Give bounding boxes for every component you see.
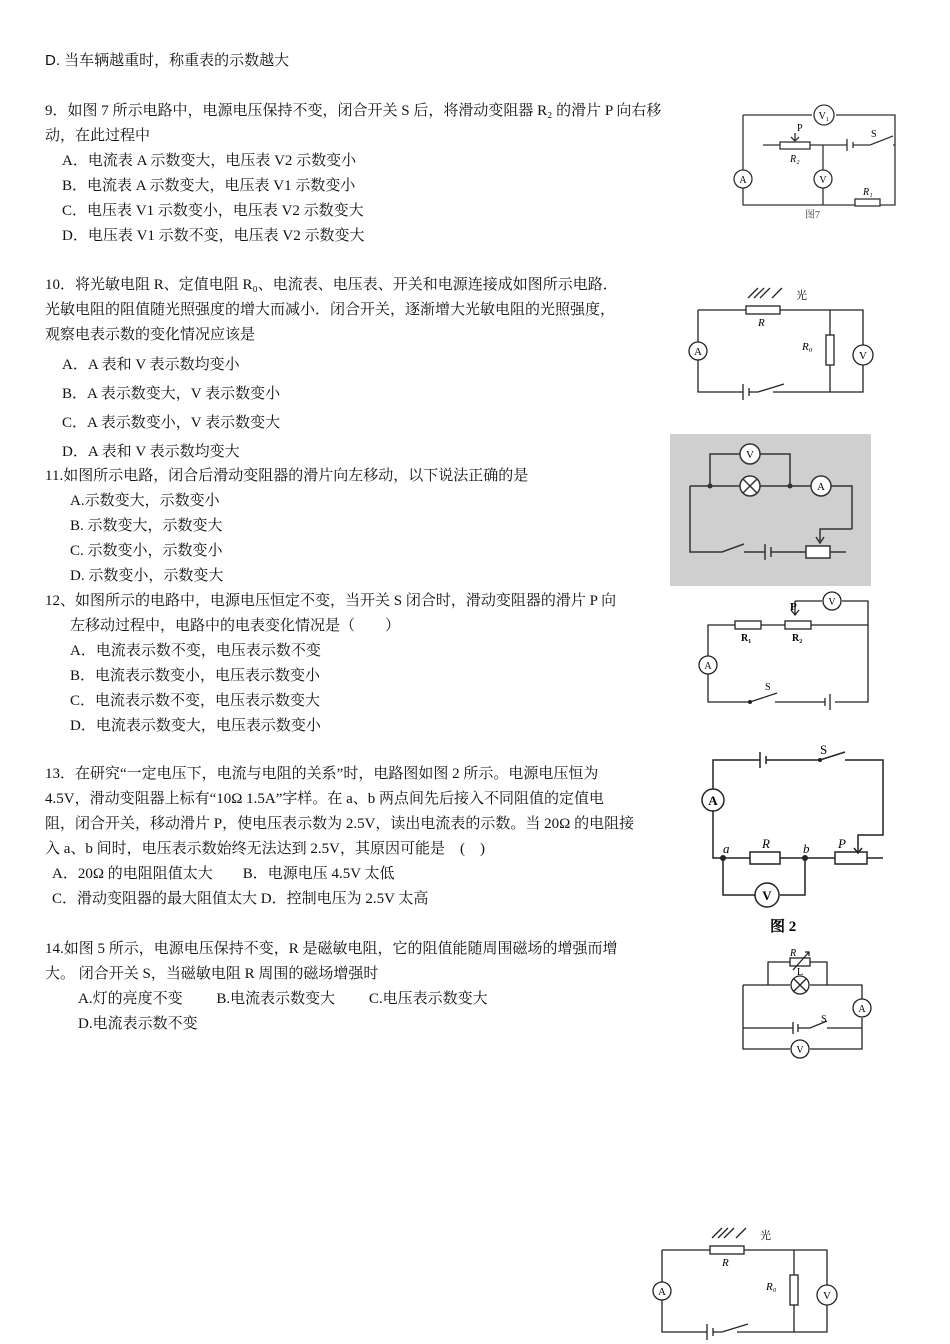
q14-a-label: A <box>858 1004 866 1015</box>
q12-option-a: A．电流表示数不变，电压表示数不变 <box>70 643 321 659</box>
bottom-light-label: 光 <box>760 1230 771 1242</box>
q9-p-label: P <box>797 123 803 134</box>
q14-circuit-figure <box>735 942 875 1062</box>
q14-l-label: L <box>797 967 804 978</box>
q12-stem-line2: 左移动过程中，电路中的电表变化情况是（ ） <box>70 618 401 634</box>
q12-option-c: C．电流表示数不变，电压表示数变大 <box>70 693 321 709</box>
q12-option-d: D．电流表示数变大，电压表示数变小 <box>70 718 321 734</box>
q13-options-line2: C．滑动变阻器的最大阻值太大 D．控制电压为 2.5V 太高 <box>52 891 429 907</box>
q10-option-b: B．A 表示数变大，V 表示数变小 <box>62 386 281 402</box>
q13-stem-line1: 13．在研究“一定电压下，电流与电阻的关系”时，电路图如图 2 所示。电源电压恒为 <box>45 766 599 782</box>
q13-s-label: S <box>820 742 828 757</box>
q12-r2-label: R₂ <box>792 633 803 644</box>
q12-p-label: P <box>790 601 797 613</box>
q13-options-line1: A．20Ω 的电阻阻值太大 B．电源电压 4.5V 太低 <box>52 866 395 882</box>
q14-r-label: R <box>790 948 797 959</box>
q10-a-label: A <box>694 346 702 358</box>
q14-options-line1: A.灯的亮度不变 B.电流表示数变大 C.电压表示数变大 <box>78 991 488 1007</box>
q14-s-label: S <box>821 1014 827 1025</box>
q10-option-d: D．A 表和 V 表示数均变大 <box>62 444 240 460</box>
bottom-r-label: R <box>722 1257 729 1269</box>
q11-v-label: V <box>746 449 754 461</box>
q12-option-b: B．电流表示数变小，电压表示数变小 <box>70 668 321 684</box>
q13-stem-line3: 阻，闭合开关，移动滑片 P，使电压表示数为 2.5V，读出电流表的示数。当 20Ω 的电阻接 <box>45 816 635 832</box>
q9-v1-label: V₁ <box>818 111 830 122</box>
q9-a-label: A <box>739 175 747 186</box>
q13-stem-line2: 4.5V，滑动变阻器上标有“10Ω 1.5A”字样。在 a、b 两点间先后接入不同阻值的定值电 <box>45 791 605 807</box>
q11-option-a: A.示数变大，示数变小 <box>70 493 220 509</box>
q10-stem-line2: 光敏电阻的阻值随光照强度的增大而减小．闭合开关，逐渐增大光敏电阻的光照强度， <box>45 302 616 318</box>
q11-circuit-figure <box>670 434 871 586</box>
q13-stem-line4: 入 a、b 间时，电压表示数始终无法达到 2.5V，其原因可能是 ( ) <box>45 841 485 857</box>
q9-option-d: D．电压表 V1 示数不变，电压表 V2 示数变大 <box>62 228 365 244</box>
q10-r0-label: R₀ <box>802 341 813 353</box>
q9-figure-caption: 图7 <box>805 210 820 221</box>
q9-circuit-figure <box>725 100 900 228</box>
q9-r2-label: R₂ <box>790 154 800 165</box>
q10-light-label: 光 <box>796 290 807 302</box>
q13-p-label: P <box>838 836 846 851</box>
q9-stem-line2: 动，在此过程中 <box>45 128 151 144</box>
q12-s-label: S <box>765 682 771 693</box>
q14-options-line2: D.电流表示数不变 <box>78 1016 198 1032</box>
q9-r1-label: R₁ <box>863 187 873 198</box>
q13-a-meter-label: A <box>708 793 718 808</box>
q10-v-label: V <box>859 350 867 362</box>
q12-stem-line1: 12、如图所示的电路中，电源电压恒定不变，当开关 S 闭合时，滑动变阻器的滑片 P 向 <box>45 593 617 609</box>
q9-v2-label: V <box>819 175 827 186</box>
q9-s-label: S <box>871 129 877 140</box>
q13-b-point-label: b <box>803 841 810 856</box>
q10-option-c: C．A 表示数变小，V 表示数变大 <box>62 415 281 431</box>
q13-figure-caption: 图 2 <box>770 919 797 935</box>
q11-option-d: D. 示数变小，示数变大 <box>70 568 224 584</box>
q9-stem-line1: 9．如图 7 所示电路中，电源电压保持不变，闭合开关 S 后，将滑动变阻器 R₂ 的滑片 P 向右移 <box>45 103 662 119</box>
q13-a-point-label: a <box>723 841 730 856</box>
q8-option-d: D. 当车辆越重时，称重表的示数越大 <box>45 52 290 69</box>
q12-a-label: A <box>704 661 712 672</box>
q12-v-label: V <box>828 597 836 608</box>
q11-a-label: A <box>817 481 825 493</box>
bottom-circuit-figure <box>652 1220 852 1344</box>
bottom-r0-label: R₀ <box>766 1281 777 1293</box>
q10-circuit-figure <box>688 280 888 405</box>
q9-option-c: C．电压表 V1 示数变小，电压表 V2 示数变大 <box>62 203 364 219</box>
q13-circuit-figure <box>695 740 895 940</box>
q11-option-c: C. 示数变小，示数变小 <box>70 543 223 559</box>
q9-option-b: B．电流表 A 示数变大，电压表 V1 示数变小 <box>62 178 356 194</box>
q12-circuit-figure <box>695 590 875 715</box>
q11-stem: 11.如图所示电路，闭合后滑动变阻器的滑片向左移动，以下说法正确的是 <box>45 468 529 484</box>
q13-r-label: R <box>762 836 770 851</box>
q9-option-a: A．电流表 A 示数变大，电压表 V2 示数变小 <box>62 153 357 169</box>
q12-r1-label: R₁ <box>741 633 752 644</box>
q14-stem-line2: 大。 闭合开关 S，当磁敏电阻 R 周围的磁场增强时 <box>45 966 379 982</box>
bottom-a-label: A <box>658 1286 666 1298</box>
q10-stem-line3: 观察电表示数的变化情况应该是 <box>45 327 256 343</box>
bottom-v-label: V <box>823 1290 831 1302</box>
q14-stem-line1: 14.如图 5 所示，电源电压保持不变，R 是磁敏电阻，它的阻值能随周围磁场的增强而增 <box>45 941 618 957</box>
q11-option-b: B. 示数变大，示数变大 <box>70 518 223 534</box>
q14-v-label: V <box>796 1045 804 1056</box>
q10-stem-line1: 10．将光敏电阻 R、定值电阻 R₀、电流表、电压表、开关和电源连接成如图所示电路． <box>45 277 618 293</box>
q10-option-a: A．A 表和 V 表示数均变小 <box>62 357 240 373</box>
q10-r-label: R <box>758 317 765 329</box>
q13-v-label: V <box>762 888 772 903</box>
